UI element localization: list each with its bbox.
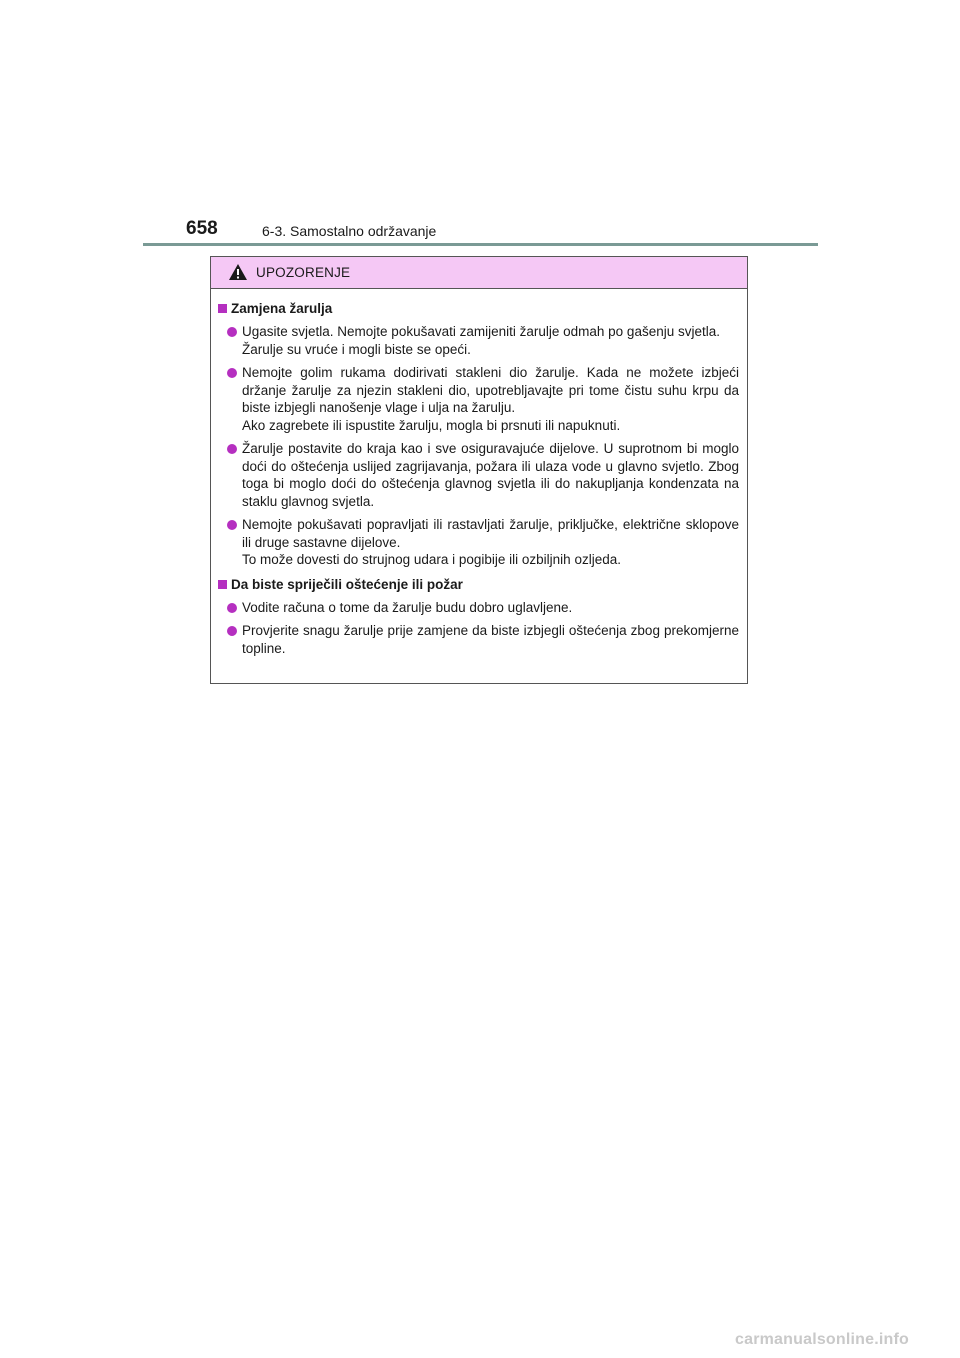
- topic-heading-text: Da biste spriječili oštećenje ili požar: [231, 576, 463, 592]
- dot-bullet-icon: [227, 444, 237, 454]
- topic-heading: [218, 576, 739, 593]
- dot-bullet-icon: [227, 626, 237, 636]
- page-header: [143, 212, 818, 248]
- list-item-text: Nemojte golim rukama dodirivati stakleni dio žarulje. Kada ne možete izbjeći držanje žarulje za njezin stakleni dio, upotrebljavajte pri tome čistu suhu krpu da biste izbjegli nanošenje vlage i ulja na žarulju.: [242, 365, 739, 415]
- list-item-text: Žarulje postavite do kraja kao i sve osiguravajuće dijelove. U suprotnom bi moglo doći do oštećenja uslijed zagrijavanja, požara ili ulaza vode u glavno svjetlo. Zbog toga bi moglo doći do oštećenja glavnog svjetla ili do nakupljanja kondenzata na staklu glavnog svjetla.: [242, 441, 739, 509]
- page-number: 658: [186, 218, 218, 239]
- list-item-text: Provjerite snagu žarulje prije zamjene da biste izbjegli oštećenja zbog prekomjerne topline.: [242, 623, 739, 656]
- warning-body: [211, 289, 747, 657]
- list-item: [227, 599, 739, 617]
- warning-triangle-icon: [228, 263, 248, 281]
- header-rule: [143, 243, 818, 246]
- square-bullet-icon: [218, 580, 227, 589]
- list-item-text: Vodite računa o tome da žarulje budu dobro uglavljene.: [242, 599, 573, 615]
- list-item-followup: Žarulje su vruće i mogli biste se opeći.: [242, 341, 471, 357]
- section-title: 6-3. Samostalno održavanje: [262, 223, 437, 239]
- square-bullet-icon: [218, 304, 227, 313]
- dot-bullet-icon: [227, 603, 237, 613]
- warning-title: UPOZORENJE: [256, 265, 351, 280]
- list-item: [227, 440, 739, 510]
- list-item: [227, 516, 739, 569]
- watermark: carmanualsonline.info: [735, 1331, 910, 1348]
- dot-bullet-icon: [227, 368, 237, 378]
- topic-heading: [218, 300, 739, 317]
- dot-bullet-icon: [227, 520, 237, 530]
- dot-bullet-icon: [227, 327, 237, 337]
- list-item-followup: Ako zagrebete ili ispustite žarulju, mogla bi prsnuti ili napuknuti.: [242, 417, 621, 433]
- topic-bulb-replacement: [218, 300, 739, 569]
- warning-box: [210, 256, 748, 684]
- warning-header: [211, 257, 747, 289]
- list-item-text: Nemojte pokušavati popravljati ili rastavljati žarulje, priključke, električne sklopove ili druge sastavne dijelove.: [242, 517, 739, 550]
- list-item-followup: To može dovesti do strujnog udara i pogibije ili ozbiljnih ozljeda.: [242, 552, 621, 567]
- topic-prevent-damage: [218, 576, 739, 658]
- topic-heading-text: Zamjena žarulja: [231, 301, 333, 316]
- list-item: [227, 323, 739, 358]
- list-item: [227, 622, 739, 657]
- list-item: [227, 364, 739, 434]
- list-item-text: Ugasite svjetla. Nemojte pokušavati zamijeniti žarulje odmah po gašenju svjetla.: [242, 324, 720, 339]
